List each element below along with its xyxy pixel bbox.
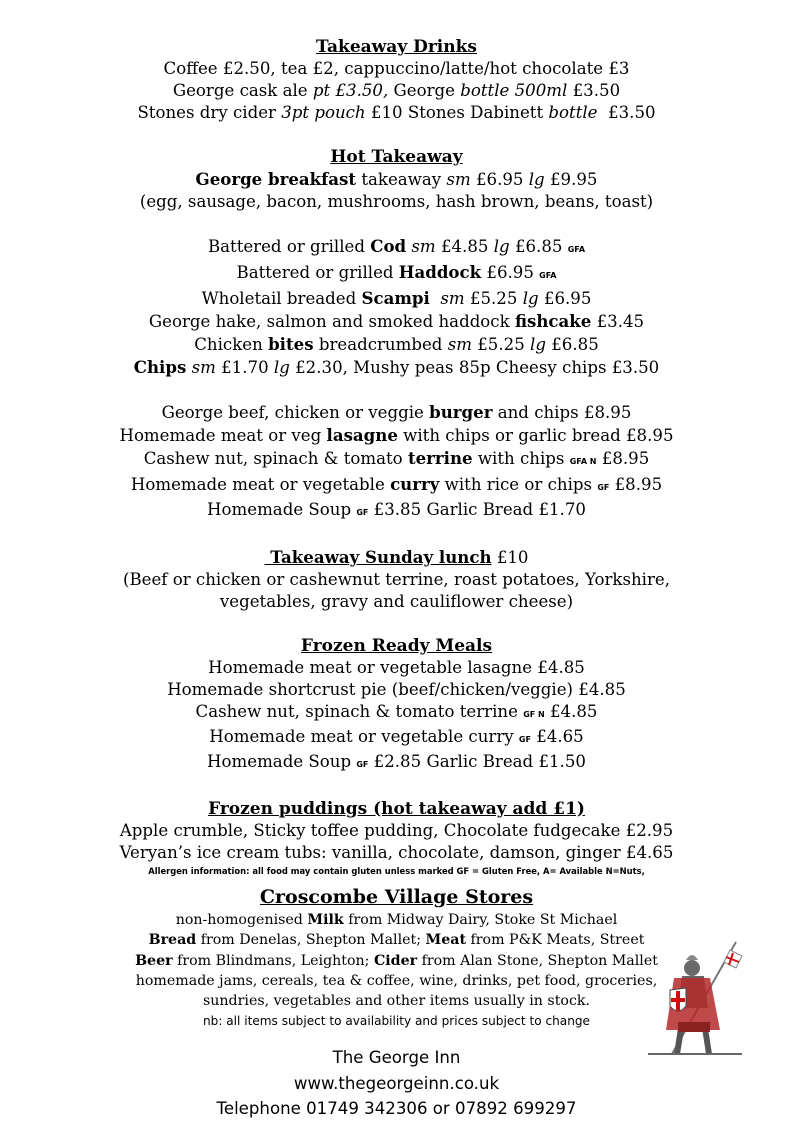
- stores-bread-meat: Bread from Denelas, Shepton Mallet; Meat from P&K Meats, Street: [148, 932, 645, 949]
- frozen-curry: Homemade meat or vegetable curry GF £4.65: [209, 727, 584, 746]
- allergen-info: Allergen information: all food may contain gluten unless marked GF = Gluten Free, A= Available N=Nuts,: [148, 866, 645, 876]
- puddings-heading: Frozen puddings (hot takeaway add £1): [208, 799, 585, 819]
- scampi-item: Wholetail breaded Scampi sm £5.25 lg £6.95: [201, 288, 592, 308]
- frozen-pie: Homemade shortcrust pie (beef/chicken/veggie) £4.85: [167, 680, 626, 699]
- breakfast-note: (egg, sausage, bacon, mushrooms, hash brown, beans, toast): [139, 192, 654, 211]
- frozen-meals-heading: Frozen Ready Meals: [300, 636, 493, 656]
- allergen-tag: GFA: [539, 271, 557, 280]
- frozen-terrine: Cashew nut, spinach & tomato terrine GF N £4.85: [195, 702, 598, 721]
- stores-milk: non-homogenised Milk from Midway Dairy, Stoke St Michael: [175, 912, 618, 928]
- inn-website[interactable]: www.thegeorgeinn.co.uk: [293, 1073, 500, 1093]
- stores-beer-cider: Beer from Blindmans, Leighton; Cider from Alan Stone, Shepton Mallet: [135, 952, 658, 969]
- breakfast-item: George breakfast takeaway sm £6.95 lg £9.95: [195, 169, 598, 189]
- frozen-lasagne: Homemade meat or vegetable lasagne £4.85: [208, 658, 585, 677]
- allergen-tag: GF N: [523, 710, 545, 719]
- curry-item: Homemade meat or vegetable curry with rice or chips GF £8.95: [130, 474, 663, 494]
- ice-cream-line: Veryan’s ice cream tubs: vanilla, chocolate, damson, ginger £4.65: [119, 843, 674, 862]
- drinks-line-hot: Coffee £2.50, tea £2, cappuccino/latte/hot chocolate £3: [163, 59, 630, 78]
- chicken-bites-item: Chicken bites breadcrumbed sm £5.25 lg £6.85: [194, 334, 599, 354]
- drinks-line-cider: Stones dry cider 3pt pouch £10 Stones Dabinett bottle £3.50: [137, 103, 656, 122]
- fishcake-item: George hake, salmon and smoked haddock fishcake £3.45: [148, 311, 645, 331]
- frozen-soup: Homemade Soup GF £2.85 Garlic Bread £1.50: [207, 752, 586, 771]
- puddings-line: Apple crumble, Sticky toffee pudding, Chocolate fudgecake £2.95: [119, 821, 674, 840]
- drinks-line-ale: George cask ale pt £3.50, George bottle 500ml £3.50: [172, 81, 621, 100]
- haddock-item: Battered or grilled Haddock £6.95 GFA: [236, 262, 557, 282]
- sunday-lunch-desc-1: (Beef or chicken or cashewnut terrine, roast potatoes, Yorkshire,: [122, 570, 670, 589]
- burger-item: George beef, chicken or veggie burger and chips £8.95: [161, 402, 632, 422]
- hot-takeaway-heading: Hot Takeaway: [330, 147, 463, 167]
- allergen-tag: GF: [356, 508, 369, 517]
- allergen-tag: GF: [597, 483, 610, 492]
- stores-heading: Croscombe Village Stores: [259, 886, 534, 908]
- allergen-tag: GFA: [567, 245, 586, 254]
- lasagne-item: Homemade meat or veg lasagne with chips or garlic bread £8.95: [119, 425, 674, 445]
- drinks-heading: Takeaway Drinks: [316, 37, 477, 57]
- terrine-item: Cashew nut, spinach & tomato terrine with chips GFA N £8.95: [143, 448, 650, 468]
- stores-goods-2: sundries, vegetables and other items usually in stock.: [202, 993, 591, 1010]
- stores-goods-1: homemade jams, cereals, tea & coffee, wine, drinks, pet food, groceries,: [135, 972, 658, 989]
- allergen-tag: GFA N: [569, 457, 597, 466]
- sunday-lunch-heading: Takeaway Sunday lunch £10: [264, 547, 529, 567]
- allergen-tag: GF: [356, 760, 369, 769]
- inn-name: The George Inn: [332, 1048, 461, 1068]
- allergen-tag: GF: [518, 735, 531, 744]
- cod-item: Battered or grilled Cod sm £4.85 lg £6.85 GFA: [207, 236, 586, 256]
- knight-icon: [644, 938, 744, 1058]
- sunday-lunch-desc-2: vegetables, gravy and cauliflower cheese): [219, 592, 574, 611]
- soup-item: Homemade Soup GF £3.85 Garlic Bread £1.70: [207, 500, 586, 519]
- inn-telephone: Telephone 01749 342306 or 07892 699297: [216, 1099, 577, 1119]
- chips-item: Chips sm £1.70 lg £2.30, Mushy peas 85p Cheesy chips £3.50: [133, 357, 660, 377]
- stores-nb: nb: all items subject to availability and prices subject to change: [203, 1014, 590, 1029]
